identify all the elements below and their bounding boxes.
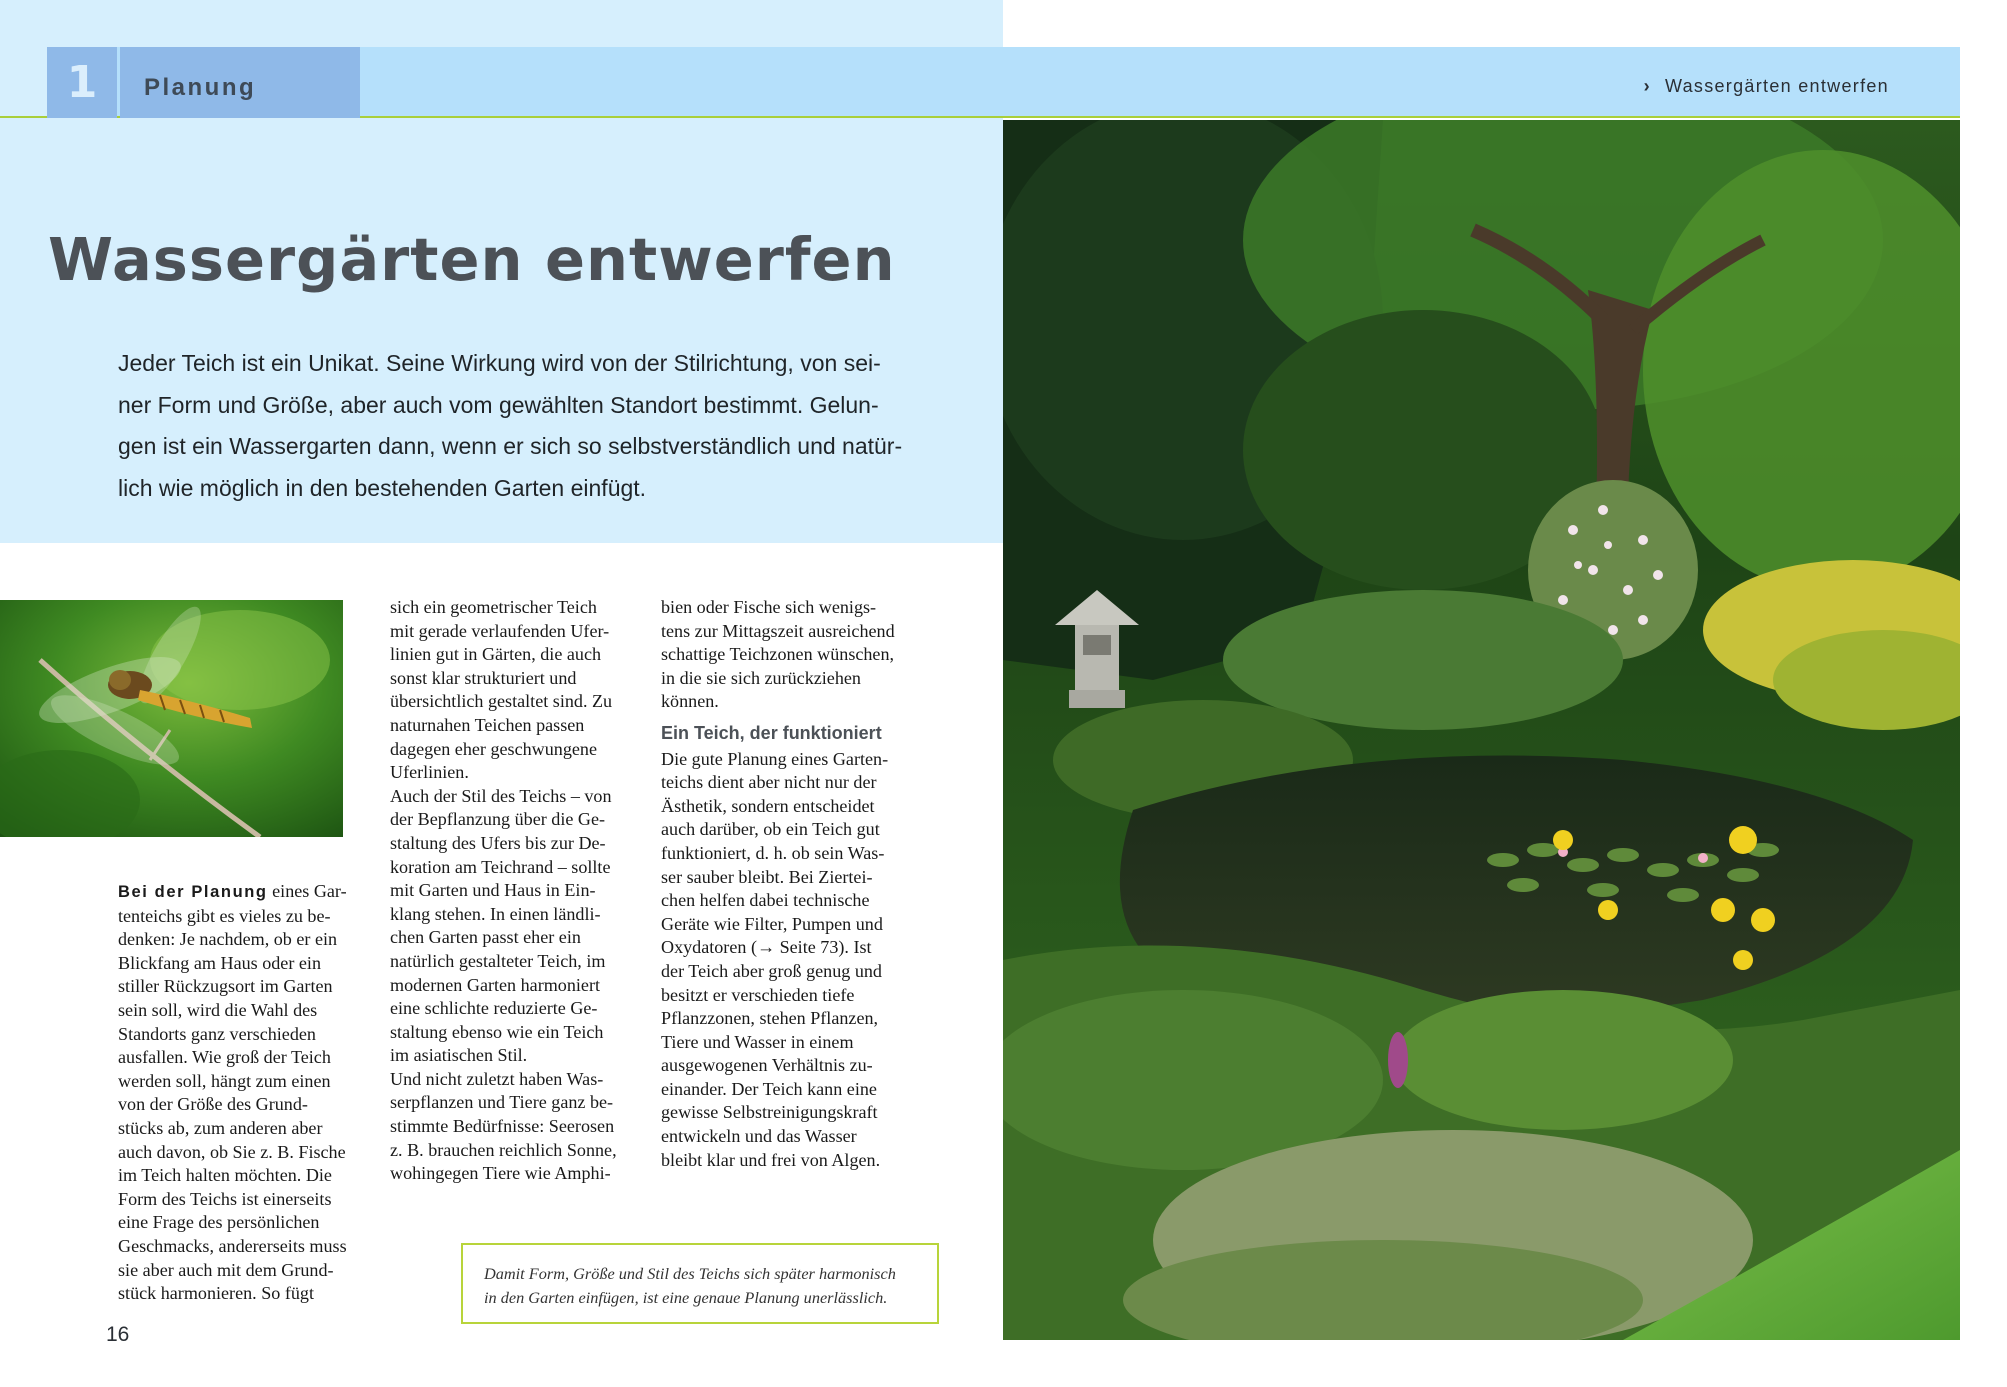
text-fragment: eines Gar- <box>267 881 347 901</box>
text-line: auch darüber, ob ein Teich gut <box>661 819 880 840</box>
text-line: Form des Teichs ist einerseits <box>118 1188 332 1209</box>
text-line: im asiatischen Stil. <box>390 1045 528 1066</box>
text-line: mit gerade verlaufenden Ufer- <box>390 620 610 641</box>
caption-line: Damit Form, Größe und Stil des Teichs sich später harmonisch <box>484 1264 896 1283</box>
text-line: in die sie sich zurückziehen <box>661 667 861 688</box>
text-line: stimmte Bedürfnisse: Seerosen <box>390 1116 615 1137</box>
running-head-label: Wassergärten entwerfen <box>1664 76 1889 96</box>
page-title: Wassergärten entwerfen <box>48 225 896 294</box>
text-line: sonst klar strukturiert und <box>390 667 577 688</box>
text-line: sein soll, wird die Wahl des <box>118 999 318 1020</box>
text-line: Geräte wie Filter, Pumpen und <box>661 913 883 934</box>
text-line: Auch der Stil des Teichs – von <box>390 785 612 806</box>
text-line: wohingegen Tiere wie Amphi- <box>390 1163 611 1184</box>
intro-paragraph <box>118 343 948 509</box>
text-line: im Teich halten möchten. Die <box>118 1165 332 1186</box>
text-line: übersichtlich gestaltet sind. Zu <box>390 691 613 712</box>
running-head <box>1644 76 1889 97</box>
section-subheading: Ein Teich, der funktioniert <box>661 722 882 743</box>
text-line <box>118 880 368 905</box>
text-line: können. <box>661 691 719 712</box>
text-line: naturnahen Teichen passen <box>390 714 585 735</box>
chapter-number: 1 <box>47 47 117 118</box>
text-line: ser sauber bleibt. Bei Ziertei- <box>661 866 873 887</box>
text-line: natürlich gestalteter Teich, im <box>390 950 606 971</box>
text-line: serpflanzen und Tiere ganz be- <box>390 1092 614 1113</box>
text-line: bien oder Fische sich wenigs- <box>661 597 877 617</box>
text-line: von der Größe des Grund- <box>118 1094 308 1115</box>
chapter-name: Planung <box>120 47 360 118</box>
text-line: Geschmacks, andererseits muss <box>118 1235 347 1256</box>
text-line: eine schlichte reduzierte Ge- <box>390 998 598 1019</box>
text-line: stiller Rückzugsort im Garten <box>118 976 333 997</box>
dragonfly-photo <box>0 600 343 837</box>
text-line: Die gute Planung eines Garten- <box>661 748 889 769</box>
body-column-c <box>661 596 911 1172</box>
text-line: dagegen eher geschwungene <box>390 738 597 759</box>
page-number: 16 <box>106 1323 130 1346</box>
text-line: chen Garten passt eher ein <box>390 927 581 948</box>
text-line: entwickeln und das Wasser <box>661 1126 857 1147</box>
pond-garden-photo <box>1003 120 1960 1340</box>
caption-line: in den Garten einfügen, ist eine genaue Planung unerlässlich. <box>484 1287 888 1307</box>
text-line: staltung des Ufers bis zur De- <box>390 832 606 853</box>
text-line: Und nicht zuletzt haben Was- <box>390 1068 604 1089</box>
text-line: teichs dient aber nicht nur der <box>661 772 877 793</box>
text-line: stücks ab, zum anderen aber <box>118 1117 323 1138</box>
intro-line: ner Form und Größe, aber auch vom gewählten Standort bestimmt. Gelun- <box>118 391 879 418</box>
text-line: werden soll, hängt zum einen <box>118 1070 331 1091</box>
text-line: gewisse Selbstreinigungskraft <box>661 1102 878 1123</box>
text-line: mit Garten und Haus in Ein- <box>390 880 596 901</box>
chevron-right-icon: › <box>1643 76 1651 96</box>
photo-caption <box>461 1243 939 1324</box>
text-line: staltung ebenso wie ein Teich <box>390 1021 604 1042</box>
text-line: linien gut in Gärten, die auch <box>390 644 602 665</box>
text-line: der Teich aber groß genug und <box>661 960 882 981</box>
text-line: tenteichs gibt es vieles zu be- <box>118 905 331 926</box>
text-line: auch davon, ob Sie z. B. Fische <box>118 1141 346 1162</box>
text-line: besitzt er verschieden tiefe <box>661 984 855 1005</box>
text-line: Blickfang am Haus oder ein <box>118 952 321 973</box>
text-line: ausgewogenen Verhältnis zu- <box>661 1055 873 1076</box>
text-line: Uferlinien. <box>390 762 469 783</box>
intro-line: Jeder Teich ist ein Unikat. Seine Wirkung wird von der Stilrichtung, von sei- <box>118 350 881 376</box>
text-line: sie aber auch mit dem Grund- <box>118 1259 334 1280</box>
text-line: koration am Teichrand – sollte <box>390 856 611 877</box>
text-line: Standorts ganz verschieden <box>118 1023 316 1044</box>
intro-line: gen ist ein Wassergarten dann, wenn er sich so selbstverständlich und natür- <box>118 433 903 459</box>
text-line: Pflanzzonen, stehen Pflanzen, <box>661 1008 879 1029</box>
text-line: klang stehen. In einen ländli- <box>390 903 601 924</box>
text-line: sich ein geometrischer Teich <box>390 597 597 617</box>
text-line: chen helfen dabei technische <box>661 890 870 911</box>
text-line: ausfallen. Wie groß der Teich <box>118 1047 331 1068</box>
text-line: bleibt klar und frei von Algen. <box>661 1149 881 1170</box>
text-line: modernen Garten harmoniert <box>390 974 601 995</box>
lead-in: Bei der Planung <box>118 883 268 901</box>
body-column-b <box>390 596 640 1186</box>
intro-line: lich wie möglich in den bestehenden Garten einfügt. <box>118 474 647 501</box>
text-line: Ästhetik, sondern entscheidet <box>661 795 875 816</box>
text-line: eine Frage des persönlichen <box>118 1212 320 1233</box>
text-line: Tiere und Wasser in einem <box>661 1031 854 1052</box>
text-line: funktioniert, d. h. ob sein Was- <box>661 842 885 863</box>
body-column-a <box>118 880 368 1306</box>
text-line: schattige Teichzonen wünschen, <box>661 644 895 665</box>
text-line: tens zur Mittagszeit ausreichend <box>661 620 895 641</box>
text-line: z. B. brauchen reichlich Sonne, <box>390 1139 617 1160</box>
text-line: denken: Je nachdem, ob er ein <box>118 929 338 950</box>
text-line: einander. Der Teich kann eine <box>661 1078 877 1099</box>
text-line: stück harmonieren. So fügt <box>118 1283 314 1304</box>
text-line: Oxydatoren (→ Seite 73). Ist <box>661 937 872 958</box>
text-line: der Bepflanzung über die Ge- <box>390 809 606 830</box>
